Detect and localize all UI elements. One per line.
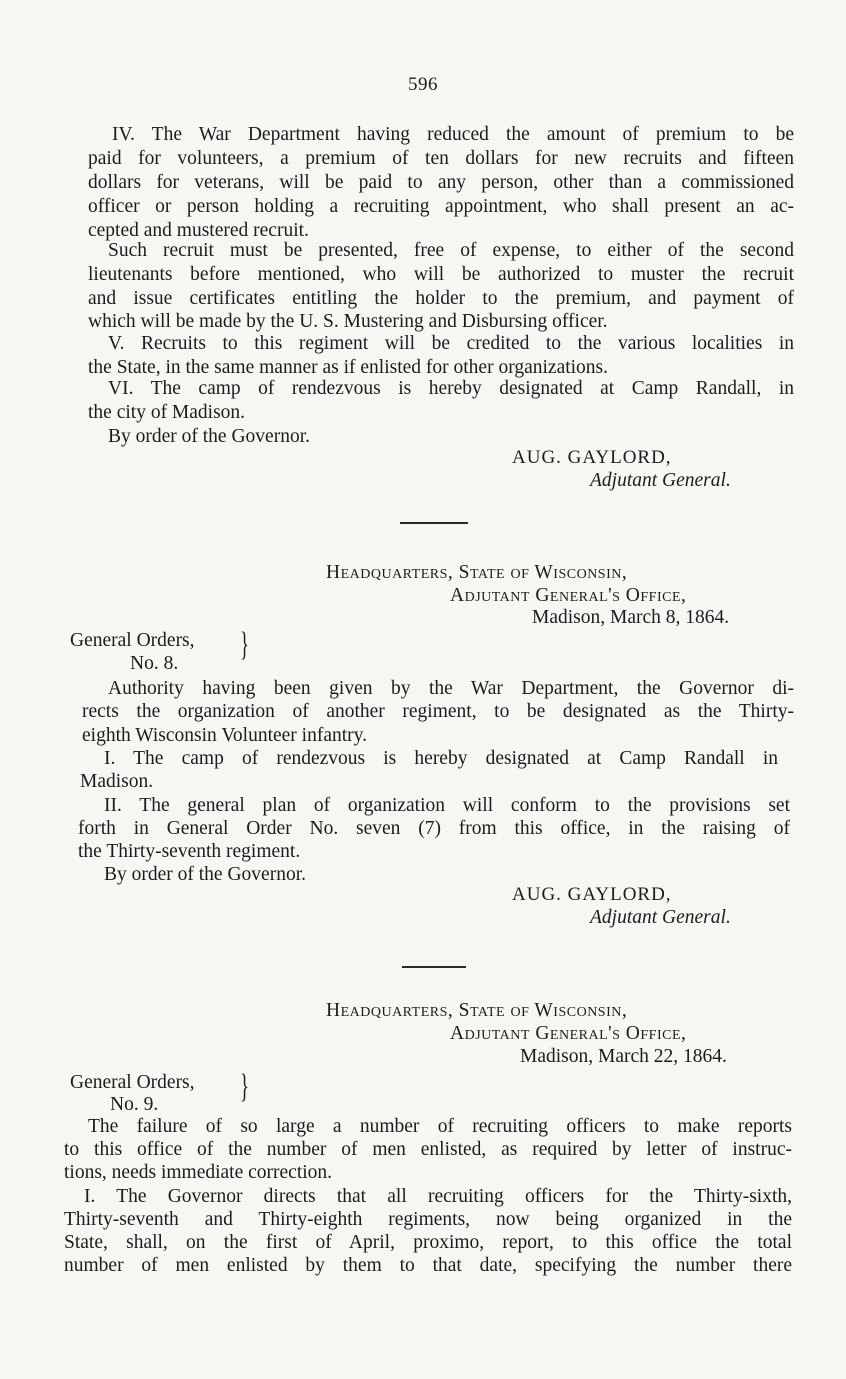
signature-name: AUG. GAYLORD, xyxy=(512,447,672,468)
paragraph-line: number of men enlisted by them to that date, specifying the number there xyxy=(64,1255,792,1276)
paragraph-line: I. The camp of rendezvous is hereby designated at Camp Randall in xyxy=(104,748,778,769)
section-divider xyxy=(402,966,466,968)
paragraph-line: and issue certificates entitling the holder to the premium, and payment of xyxy=(88,288,794,309)
paragraph-line: I. The Governor directs that all recruiting officers for the Thirty-sixth, xyxy=(84,1186,792,1207)
orders-brace: } xyxy=(240,626,249,663)
paragraph-line: The failure of so large a number of recruiting officers to make reports xyxy=(88,1116,792,1137)
date-line: Madison, March 8, 1864. xyxy=(532,607,730,628)
paragraph-line: the State, in the same manner as if enlisted for other organizations. xyxy=(88,357,609,378)
signature-title: Adjutant General. xyxy=(590,470,731,491)
paragraph-line: eighth Wisconsin Volunteer infantry. xyxy=(82,725,367,746)
signature-title: Adjutant General. xyxy=(590,907,731,928)
paragraph-line: VI. The camp of rendezvous is hereby designated at Camp Randall, in xyxy=(108,378,794,399)
signature-name: AUG. GAYLORD, xyxy=(512,884,672,905)
paragraph-line: paid for volunteers, a premium of ten dollars for new recruits and fifteen xyxy=(88,148,794,169)
by-order-line: By order of the Governor. xyxy=(104,864,306,885)
paragraph-line: IV. The War Department having reduced the amount of premium to be xyxy=(112,124,794,145)
date-line: Madison, March 22, 1864. xyxy=(520,1046,727,1067)
paragraph-line: to this office of the number of men enlisted, as required by letter of instruc- xyxy=(64,1139,792,1160)
paragraph-line: V. Recruits to this regiment will be credited to the various localities in xyxy=(108,333,794,354)
page-number: 596 xyxy=(408,74,438,95)
orders-label: General Orders, xyxy=(70,1072,195,1093)
orders-label: General Orders, xyxy=(70,630,195,651)
office-line: Adjutant General's Office, xyxy=(450,585,687,606)
paragraph-line: forth in General Order No. seven (7) from this office, in the raising of xyxy=(78,818,790,839)
section-divider xyxy=(400,522,468,524)
paragraph-line: dollars for veterans, will be paid to any person, other than a commissioned xyxy=(88,172,794,193)
paragraph-line: which will be made by the U. S. Mustering and Disbursing officer. xyxy=(88,311,608,332)
paragraph-line: lieutenants before mentioned, who will be authorized to muster the recruit xyxy=(88,264,794,285)
headquarters-line: Headquarters, State of Wisconsin, xyxy=(326,1000,628,1021)
paragraph-line: Madison. xyxy=(80,771,154,792)
paragraph-line: Thirty-seventh and Thirty-eighth regiments, now being organized in the xyxy=(64,1209,792,1230)
paragraph-line: the city of Madison. xyxy=(88,402,246,423)
paragraph-line: officer or person holding a recruiting appointment, who shall present an ac- xyxy=(88,196,794,217)
paragraph-line: Authority having been given by the War Department, the Governor di- xyxy=(108,678,794,699)
by-order-line: By order of the Governor. xyxy=(108,426,310,447)
orders-brace: } xyxy=(240,1068,249,1105)
paragraph-line: cepted and mustered recruit. xyxy=(88,220,309,241)
paragraph-line: II. The general plan of organization will conform to the provisions set xyxy=(104,795,790,816)
paragraph-line: rects the organization of another regiment, to be designated as the Thirty- xyxy=(82,701,794,722)
office-line: Adjutant General's Office, xyxy=(450,1023,687,1044)
paragraph-line: the Thirty-seventh regiment. xyxy=(78,841,301,862)
orders-number: No. 8. xyxy=(130,653,179,674)
orders-number: No. 9. xyxy=(110,1094,159,1115)
headquarters-line: Headquarters, State of Wisconsin, xyxy=(326,562,628,583)
paragraph-line: State, shall, on the first of April, proximo, report, to this office the total xyxy=(64,1232,792,1253)
paragraph-line: Such recruit must be presented, free of expense, to either of the second xyxy=(108,240,794,261)
paragraph-line: tions, needs immediate correction. xyxy=(64,1162,333,1183)
